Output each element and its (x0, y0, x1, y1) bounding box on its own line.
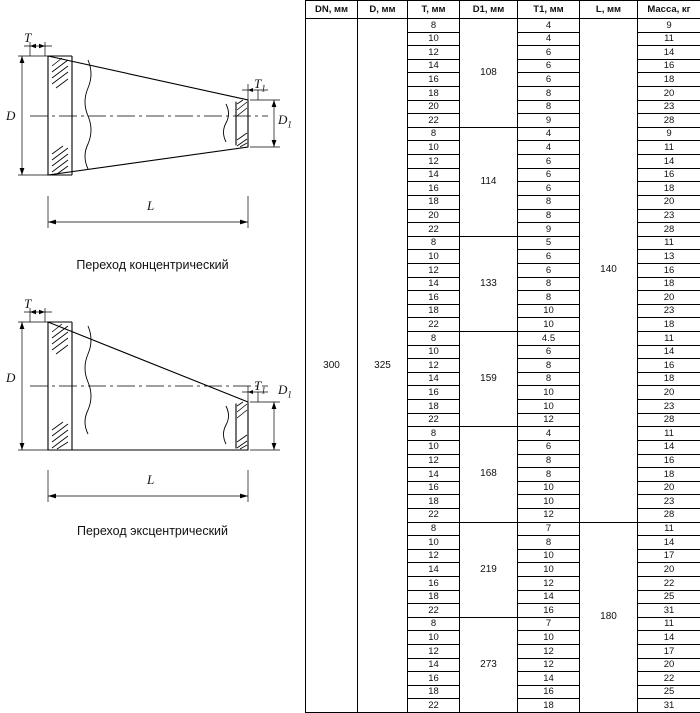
cell-t: 10 (408, 440, 460, 454)
header-dn: DN, мм (306, 1, 358, 19)
cell-t1: 5 (518, 236, 580, 250)
caption-concentric: Переход концентрический (0, 258, 305, 272)
cell-t: 8 (408, 617, 460, 631)
cell-mass: 18 (638, 277, 700, 291)
cell-t: 12 (408, 46, 460, 60)
cell-mass: 20 (638, 481, 700, 495)
cell-t: 18 (408, 590, 460, 604)
cell-mass: 28 (638, 413, 700, 427)
cell-mass: 11 (638, 32, 700, 46)
cell-mass: 14 (638, 536, 700, 550)
cell-t: 20 (408, 100, 460, 114)
cell-t: 22 (408, 223, 460, 237)
cell-t: 16 (408, 481, 460, 495)
cell-t1: 12 (518, 645, 580, 659)
cell-t1: 4 (518, 32, 580, 46)
cell-t1: 10 (518, 631, 580, 645)
eccentric-reducer-drawing (0, 290, 305, 550)
cell-t1: 6 (518, 250, 580, 264)
cell-t1: 6 (518, 345, 580, 359)
cell-t1: 6 (518, 182, 580, 196)
cell-t1: 16 (518, 604, 580, 618)
cell-mass: 16 (638, 359, 700, 373)
cell-t: 18 (408, 87, 460, 101)
cell-mass: 31 (638, 604, 700, 618)
cell-t: 18 (408, 195, 460, 209)
cell-mass: 11 (638, 236, 700, 250)
cell-t1: 8 (518, 291, 580, 305)
cell-d: 325 (358, 19, 408, 713)
cell-t: 16 (408, 672, 460, 686)
cell-mass: 11 (638, 427, 700, 441)
cell-d1: 168 (460, 427, 518, 522)
cell-t: 22 (408, 604, 460, 618)
cell-t1: 12 (518, 658, 580, 672)
cell-t1: 14 (518, 590, 580, 604)
cell-t1: 8 (518, 100, 580, 114)
cell-t: 22 (408, 318, 460, 332)
label-L-concentric: L (147, 198, 154, 214)
cell-mass: 16 (638, 263, 700, 277)
label-T-eccentric: T (24, 296, 31, 312)
cell-t1: 6 (518, 263, 580, 277)
cell-t: 12 (408, 549, 460, 563)
label-D-concentric: D (6, 108, 15, 124)
cell-t1: 10 (518, 549, 580, 563)
label-T1-eccentric: $T_1$ (254, 378, 266, 396)
cell-t: 14 (408, 168, 460, 182)
cell-t1: 10 (518, 386, 580, 400)
cell-t: 14 (408, 658, 460, 672)
cell-t: 18 (408, 400, 460, 414)
cell-t: 22 (408, 114, 460, 128)
spec-table-wrap (305, 0, 700, 588)
cell-t1: 10 (518, 481, 580, 495)
cell-t1: 4 (518, 141, 580, 155)
cell-t: 12 (408, 263, 460, 277)
cell-mass: 31 (638, 699, 700, 713)
cell-t1: 8 (518, 468, 580, 482)
cell-t: 10 (408, 32, 460, 46)
cell-t1: 16 (518, 685, 580, 699)
cell-mass: 16 (638, 454, 700, 468)
label-T-concentric: T (24, 30, 31, 46)
concentric-reducer-drawing (0, 0, 305, 258)
cell-t1: 12 (518, 413, 580, 427)
label-D-eccentric: D (6, 370, 15, 386)
cell-t1: 4 (518, 19, 580, 33)
cell-mass: 14 (638, 345, 700, 359)
cell-mass: 28 (638, 114, 700, 128)
table-body (306, 19, 700, 713)
cell-t: 8 (408, 236, 460, 250)
cell-mass: 23 (638, 495, 700, 509)
cell-t1: 6 (518, 440, 580, 454)
cell-t1: 9 (518, 223, 580, 237)
table-row (306, 19, 700, 33)
cell-l: 140 (580, 19, 638, 523)
cell-t1: 6 (518, 73, 580, 87)
cell-t: 14 (408, 372, 460, 386)
cell-t1: 8 (518, 359, 580, 373)
cell-t1: 9 (518, 114, 580, 128)
cell-mass: 11 (638, 141, 700, 155)
cell-t: 8 (408, 19, 460, 33)
cell-mass: 9 (638, 19, 700, 33)
cell-mass: 20 (638, 291, 700, 305)
cell-d1: 108 (460, 19, 518, 128)
cell-t1: 6 (518, 46, 580, 60)
cell-d1: 219 (460, 522, 518, 617)
cell-t: 12 (408, 645, 460, 659)
cell-mass: 9 (638, 127, 700, 141)
cell-l: 180 (580, 522, 638, 713)
cell-mass: 11 (638, 522, 700, 536)
cell-t: 16 (408, 182, 460, 196)
cell-t1: 8 (518, 372, 580, 386)
cell-t1: 8 (518, 209, 580, 223)
cell-mass: 14 (638, 631, 700, 645)
cell-mass: 23 (638, 209, 700, 223)
drawings-panel (0, 0, 305, 588)
cell-t: 16 (408, 386, 460, 400)
cell-mass: 14 (638, 440, 700, 454)
cell-mass: 23 (638, 400, 700, 414)
cell-mass: 18 (638, 318, 700, 332)
cell-mass: 14 (638, 155, 700, 169)
cell-mass: 11 (638, 617, 700, 631)
cell-t1: 4 (518, 427, 580, 441)
spec-table (305, 0, 700, 713)
cell-dn: 300 (306, 19, 358, 713)
cell-t1: 6 (518, 155, 580, 169)
cell-t: 14 (408, 563, 460, 577)
cell-mass: 11 (638, 332, 700, 346)
cell-t: 10 (408, 141, 460, 155)
cell-d1: 114 (460, 127, 518, 236)
cell-mass: 18 (638, 182, 700, 196)
cell-t1: 8 (518, 87, 580, 101)
cell-t1: 4.5 (518, 332, 580, 346)
cell-t: 12 (408, 359, 460, 373)
cell-t1: 8 (518, 277, 580, 291)
cell-mass: 16 (638, 59, 700, 73)
caption-eccentric: Переход эксцентрический (0, 524, 305, 538)
cell-mass: 20 (638, 658, 700, 672)
cell-t1: 8 (518, 536, 580, 550)
label-D1-concentric: $D_1$ (278, 112, 292, 130)
cell-mass: 25 (638, 590, 700, 604)
cell-t1: 14 (518, 672, 580, 686)
cell-t: 18 (408, 304, 460, 318)
cell-t1: 10 (518, 400, 580, 414)
cell-t: 14 (408, 277, 460, 291)
cell-t: 18 (408, 685, 460, 699)
cell-mass: 13 (638, 250, 700, 264)
cell-t1: 10 (518, 495, 580, 509)
cell-t: 16 (408, 576, 460, 590)
cell-mass: 25 (638, 685, 700, 699)
cell-mass: 14 (638, 46, 700, 60)
cell-d1: 159 (460, 332, 518, 427)
cell-t1: 4 (518, 127, 580, 141)
cell-t1: 18 (518, 699, 580, 713)
cell-mass: 17 (638, 645, 700, 659)
header-t1: T1, мм (518, 1, 580, 19)
cell-t: 10 (408, 250, 460, 264)
cell-t1: 6 (518, 59, 580, 73)
cell-t: 10 (408, 631, 460, 645)
cell-t: 10 (408, 536, 460, 550)
cell-t: 8 (408, 427, 460, 441)
header-l: L, мм (580, 1, 638, 19)
cell-mass: 22 (638, 672, 700, 686)
cell-t1: 10 (518, 304, 580, 318)
table-header-row (306, 1, 700, 19)
cell-t1: 8 (518, 454, 580, 468)
cell-mass: 20 (638, 195, 700, 209)
cell-t: 8 (408, 522, 460, 536)
label-L-eccentric: L (147, 472, 154, 488)
cell-mass: 18 (638, 73, 700, 87)
cell-mass: 23 (638, 100, 700, 114)
cell-mass: 17 (638, 549, 700, 563)
cell-t: 18 (408, 495, 460, 509)
cell-mass: 20 (638, 87, 700, 101)
cell-mass: 28 (638, 508, 700, 522)
label-D1-eccentric: $D_1$ (278, 382, 292, 400)
cell-t1: 6 (518, 168, 580, 182)
cell-t1: 10 (518, 563, 580, 577)
cell-t: 22 (408, 413, 460, 427)
cell-t: 10 (408, 345, 460, 359)
label-T1-concentric: $T_1$ (254, 76, 266, 94)
cell-t: 8 (408, 127, 460, 141)
cell-t1: 7 (518, 522, 580, 536)
cell-t: 8 (408, 332, 460, 346)
cell-t: 12 (408, 155, 460, 169)
header-d: D, мм (358, 1, 408, 19)
cell-d1: 273 (460, 617, 518, 712)
cell-t1: 7 (518, 617, 580, 631)
cell-mass: 23 (638, 304, 700, 318)
cell-mass: 22 (638, 576, 700, 590)
cell-mass: 16 (638, 168, 700, 182)
header-mass: Масса, кг (638, 1, 700, 19)
cell-t: 12 (408, 454, 460, 468)
cell-t: 22 (408, 508, 460, 522)
cell-t: 14 (408, 59, 460, 73)
header-t: T, мм (408, 1, 460, 19)
cell-t: 16 (408, 73, 460, 87)
cell-mass: 18 (638, 372, 700, 386)
header-d1: D1, мм (460, 1, 518, 19)
cell-mass: 20 (638, 563, 700, 577)
cell-mass: 18 (638, 468, 700, 482)
cell-t1: 12 (518, 576, 580, 590)
cell-t: 14 (408, 468, 460, 482)
cell-d1: 133 (460, 236, 518, 331)
cell-t1: 10 (518, 318, 580, 332)
cell-t: 20 (408, 209, 460, 223)
cell-t: 16 (408, 291, 460, 305)
cell-mass: 20 (638, 386, 700, 400)
cell-t1: 12 (518, 508, 580, 522)
cell-t: 22 (408, 699, 460, 713)
cell-t1: 8 (518, 195, 580, 209)
cell-mass: 28 (638, 223, 700, 237)
